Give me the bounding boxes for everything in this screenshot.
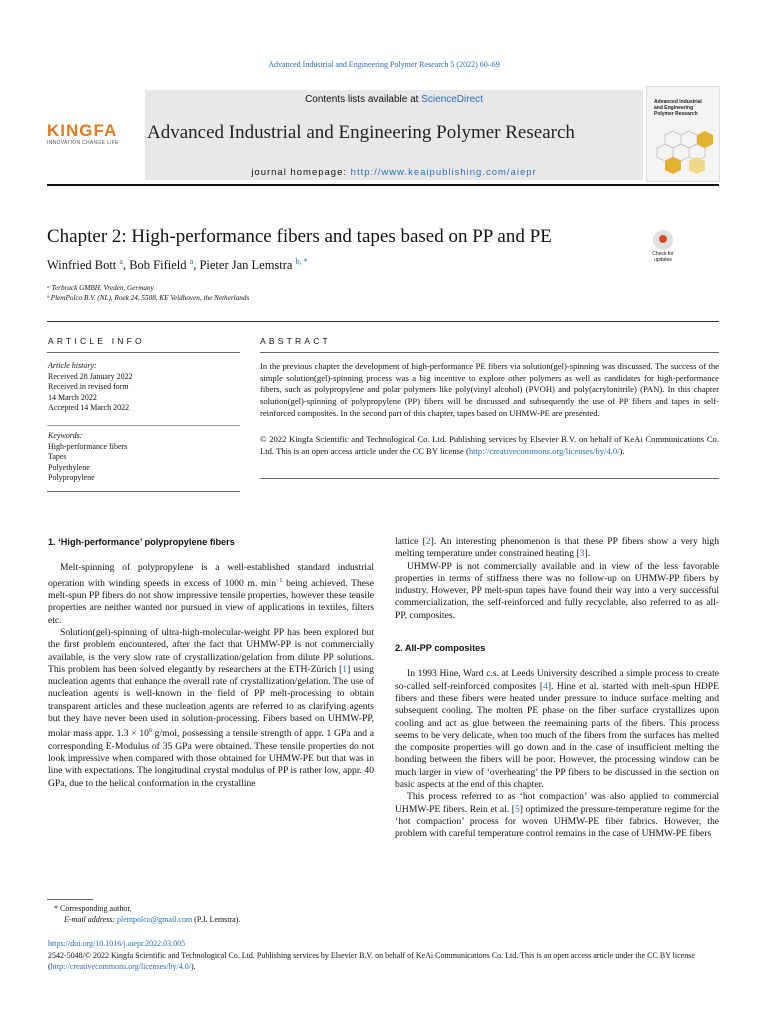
abstract-end-rule bbox=[260, 478, 719, 479]
affiliations bbox=[47, 283, 249, 303]
contents-line bbox=[145, 94, 643, 105]
homepage-link[interactable]: http://www.keaipublishing.com/aiepr bbox=[350, 167, 537, 178]
check-for-updates-badge[interactable] bbox=[647, 230, 679, 264]
abstract-text: In the previous chapter the development of high-performance PE fibers via solution(gel)-spinning was discussed. The success of the simple solution(gel)-spinning process was a big incentive to explore other polymers as well as candidates for high-performance fibers, such as polypropylene and polar polymers like poly(vinyl alcohol) (PVOH) and poly(acrylonitrile) (PAN). In this chapter solution(gel)-spinning of polypropylene (PP) fibers will be discussed and subsequently the use of PP fibers and tapes in self-reinforced composites. In the second part of this chapter, tapes based on UHMW-PE are presented. bbox=[260, 361, 719, 418]
issn-license-line: 2542-5048/© 2022 Kingfa Scientific and Technological Co. Ltd. Publishing services by Elsevier B.V. on behalf of KeAi Communications Co. Ltd. This is an open access article under the CC BY license (http://creativecommons.org/licenses/by/4.0/). bbox=[48, 951, 695, 971]
journal-cover-image[interactable] bbox=[646, 86, 720, 182]
paragraph: Solution(gel)-spinning of ultra-high-molecular-weight PP has been explored but the first problem encountered, after the fact that UHMW-PP is not commercially available, is the very slow rate of crystallization/gelation from dilute PP solutions. This problem has been solved elegantly by researchers at the ETH-Zürich [1] using nucleation agents that enhance the overall rate of crystallization/gelation. The use of nucleation agents is well-known in the field of PP melt-processing to obtain transparent articles and these nucleation agents are referred to as clarifying agents but they have never been used in solution-processing. Fibers based on UHMW-PP, molar mass appr. $1.3 \times 10^6$ g/mol, possessing a tensile strength of appr. 1 GPa and a corresponding E-Modulus of 35 GPa were obtained. These tensile properties do not look impressive when compared with those obtained for UHMW-PE but that was in line with expectations. The longitudinal crystal modulus of PP is rather low, appr. 40 GPa, due to the helical conformation in the crystalline bbox=[48, 626, 374, 789]
abstract-rule bbox=[260, 352, 719, 353]
check-updates-icon bbox=[653, 230, 673, 250]
author-name: Winfried Bott bbox=[47, 258, 117, 273]
keywords-rule bbox=[47, 425, 240, 426]
author-affil-link[interactable]: a bbox=[189, 257, 194, 266]
cover-hexagon-graphic bbox=[647, 87, 719, 181]
corresponding-author: * Corresponding author. bbox=[54, 904, 132, 913]
section-heading: 1. ‘High-performance’ polypropylene fibers bbox=[48, 537, 235, 547]
history-item: 14 March 2022 bbox=[48, 392, 97, 402]
journal-banner bbox=[145, 90, 643, 180]
keywords-label: Keywords: bbox=[48, 431, 83, 440]
email-link[interactable]: plempolco@gmail.com bbox=[117, 914, 193, 924]
keyword: Polyethylene bbox=[48, 462, 90, 472]
bottom-license-link[interactable]: http://creativecommons.org/licenses/by/4.0/ bbox=[50, 962, 191, 971]
abstract-copyright bbox=[260, 434, 719, 457]
journal-homepage bbox=[145, 167, 643, 178]
section-rule bbox=[47, 321, 719, 322]
cover-title: Advanced Industrial and Engineering Polymer Research bbox=[654, 99, 702, 117]
footnote bbox=[48, 904, 240, 925]
article-info-heading: ARTICLE INFO bbox=[48, 336, 145, 346]
journal-title: Advanced Industrial and Engineering Polymer Research bbox=[147, 122, 575, 143]
citation-link[interactable]: 4 bbox=[543, 680, 548, 692]
paragraph: lattice [2]. An interesting phenomenon is that these PP fibers show a very high melting temperature under constrained heating [3]. bbox=[395, 536, 719, 560]
paragraph: In 1993 Hine, Ward c.s. at Leeds University described a simple process to create so-called self-reinforced composites [4]. Hine et al. started with melt-spun HDPE fibers and these fibers were heated under pressure to induce surface melting and subsequent cooling. The molten PE phase on the fiber surface crystallizes upon cooling and act as glue between the reemaining parts of the fibers. This process seems to be very delicate, when too much of the fibers from the surfaces has melted the composite properties will go down and in the case of insufficient melting the bonding between the fibers will be poor. However, the processing window can be much larger in view of ‘overheating’ the PP fibers to be discussed in the section on basic aspects at the end of this chapter. bbox=[395, 668, 719, 791]
citation-link[interactable]: 3 bbox=[579, 548, 585, 560]
footnote-rule bbox=[47, 899, 93, 900]
abstract-heading: ABSTRACT bbox=[260, 336, 331, 346]
article-title: Chapter 2: High-performance fibers and tapes based on PP and PE bbox=[47, 226, 552, 247]
paragraph: This process referred to as ‘hot compaction’ was also applied to commercial UHMW-PE fibers. Rein et al. [5] optimized the pressure-temperature regime for the ‘hot compaction’ process for woven UHMW-PE fiber fabrics. However, the problem with careful temperature control remains in the case of UHMW-PE fibers bbox=[395, 791, 719, 840]
author-list: Winfried Bott $^a$, Bob Fifield $^a$, Pieter Jan Lemstra $^{b, *}$ bbox=[47, 257, 308, 273]
article-history bbox=[48, 361, 133, 414]
citation-link[interactable]: 2 bbox=[425, 536, 431, 547]
author-affil-link[interactable]: a bbox=[119, 257, 123, 266]
affiliation: ᵇ PlemPolco B.V. (NL), Roek 24, 5508, KE Veldhoven, the Netherlands bbox=[47, 294, 250, 302]
body-left-column bbox=[48, 536, 374, 790]
paragraph: UHMW-PP is not commercially available and in view of the less favorable properties in terms of stiffness there was no follow-up on UHMW-PP fibers by industry. However, PP melt-spun tapes have found their way into a very successful commercialization, the self-reinforced and fully recyclable, also referred to as all-PP, composites. bbox=[395, 560, 719, 621]
copyright-text: © 2022 Kingfa Scientific and Technological Co. Ltd. Publishing services by Elsevier B.V. on behalf of KeAi Communications Co. Ltd. This is an open access article under the CC BY license ( bbox=[260, 434, 719, 456]
keyword: High-performance fibers bbox=[48, 441, 128, 451]
affiliation: ᵃ Terbrack GMBH, Vreden, Germany bbox=[47, 284, 154, 292]
contents-prefix: Contents lists available at bbox=[305, 94, 422, 105]
paragraph: Melt-spinning of polypropylene is a well-established standard industrial operation with winding speeds in excess of 1000 m. $\min^{-1}$ being achieved. These melt-spun PP fibers do not show impressive tensile properties, however these tensile properties are neither wanted nor pursued in view of applications in textiles, filters etc. bbox=[48, 562, 374, 626]
sciencedirect-link[interactable]: ScienceDirect bbox=[421, 94, 483, 105]
article-info-rule bbox=[47, 352, 240, 353]
article-info-end-rule bbox=[47, 491, 240, 492]
citation-link[interactable]: 5 bbox=[514, 803, 520, 815]
history-item: Accepted 14 March 2022 bbox=[48, 403, 130, 412]
homepage-prefix: journal homepage: bbox=[251, 167, 351, 178]
logo-brand: KINGFA bbox=[47, 121, 118, 140]
keywords bbox=[48, 431, 127, 484]
logo-tagline: INNOVATION CHANGE LIFE bbox=[47, 140, 119, 146]
publisher-logo bbox=[47, 122, 127, 146]
keyword: Polypropylene bbox=[48, 473, 95, 482]
citation-link[interactable]: 1 bbox=[342, 663, 348, 675]
license-link[interactable]: http://creativecommons.org/licenses/by/4.0/ bbox=[468, 445, 620, 456]
history-item: Received in revised form bbox=[48, 382, 129, 391]
email-line: E-mail address: plempolco@gmail.com (P.J. Lemstra). bbox=[64, 914, 241, 924]
history-label: Article history: bbox=[48, 361, 97, 370]
copyright-end: ). bbox=[619, 445, 625, 456]
author-name: Bob Fifield bbox=[129, 258, 187, 273]
body-right-column bbox=[395, 536, 719, 841]
header-rule bbox=[47, 184, 719, 186]
history-item: Received 28 January 2022 bbox=[48, 371, 133, 381]
keyword: Tapes bbox=[48, 452, 67, 461]
author-affil-link[interactable]: b, * bbox=[295, 257, 308, 266]
section-heading: 2. All-PP composites bbox=[395, 643, 486, 654]
doi-link[interactable]: https://doi.org/10.1016/j.aiepr.2022.03.005 bbox=[48, 939, 186, 948]
author-name: Pieter Jan Lemstra bbox=[199, 258, 293, 273]
journal-reference[interactable]: Advanced Industrial and Engineering Polymer Research 5 (2022) 60–69 bbox=[268, 60, 500, 69]
check-updates-label: Check for updates bbox=[652, 251, 674, 263]
